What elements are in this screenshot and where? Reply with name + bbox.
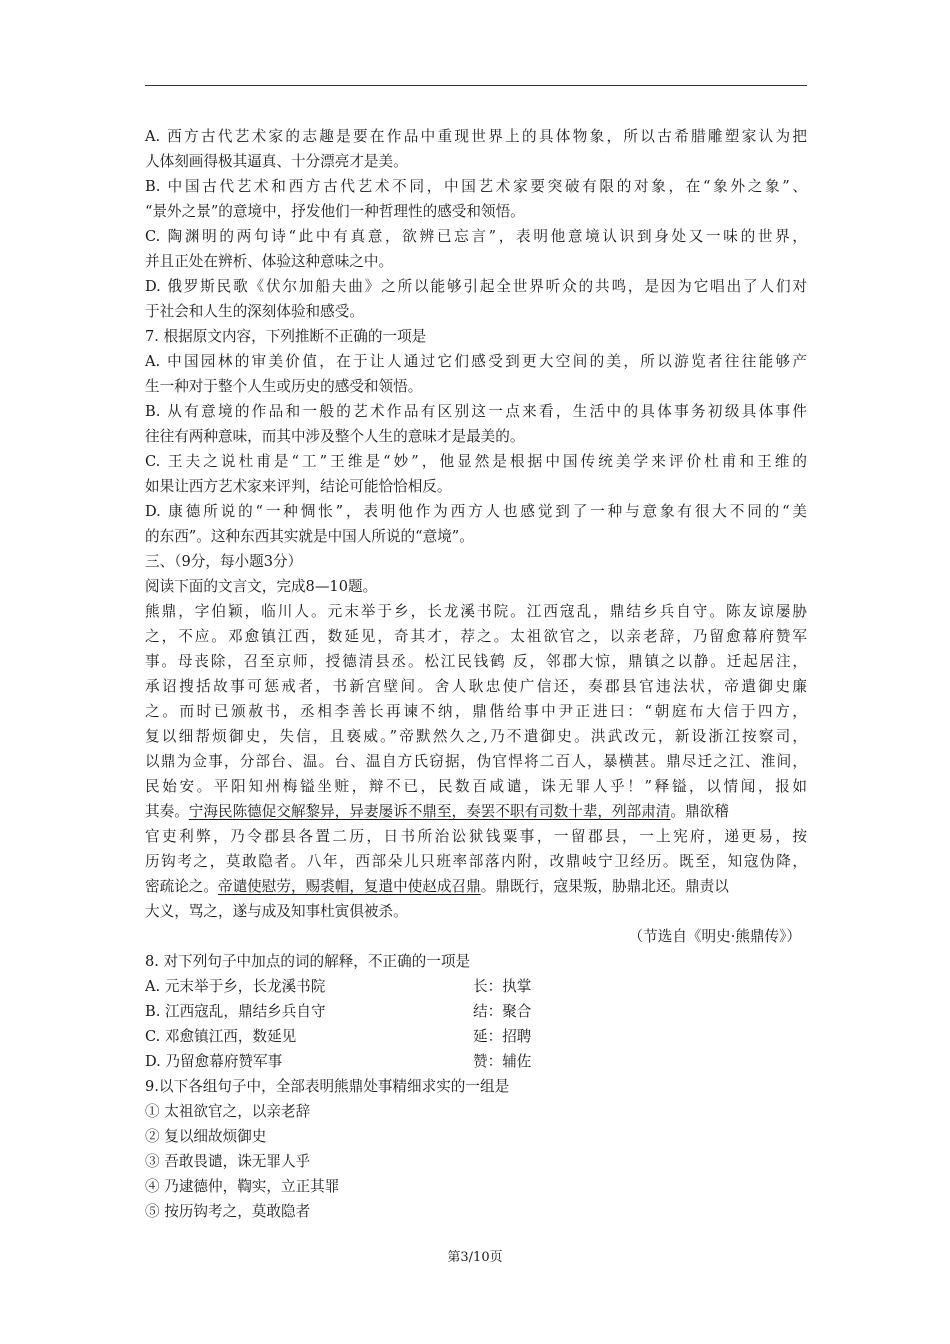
q6-option-d-line1: D. 俄罗斯民歌《伏尔加船夫曲》之所以能够引起全世界听众的共鸣，是因为它唱出了人们对 [145, 278, 807, 295]
q8-option-a-sentence: A. 元末举于乡，长龙溪书院 [145, 978, 326, 995]
q7-option-d-line1: D. 康德所说的“一种惆怅”，表明他作为西方人也感觉到了一种与意象有很大不同的“美 [145, 503, 807, 520]
passage-line-13: 大义，骂之，遂与成及知事杜寅俱被杀。 [145, 903, 408, 920]
q8-option-b-sentence: B. 江西寇乱，鼎结乡兵自守 [145, 1003, 326, 1020]
passage-line-8: 民始安。平阳知州梅镒坐赃，辩不已，民数百咸谴，诛无罪人乎！”释镒，以情闻，报如 [145, 778, 807, 795]
page-number: 第3/10页 [447, 1250, 503, 1265]
q9-item-1: ① 太祖欲官之，以亲老辞 [145, 1103, 311, 1120]
q6-option-c-line1: C. 陶渊明的两句诗“此中有真意，欲辨已忘言”，表明他意境认识到身处又一味的世界， [145, 228, 807, 245]
q8-option-d [145, 1049, 807, 1074]
q8-option-a [145, 974, 807, 999]
q8-option-b-gloss: 结：聚合 [473, 1003, 532, 1020]
section-instruction: 阅读下面的文言文，完成8—10题。 [145, 578, 378, 595]
passage-line-12 [145, 874, 807, 899]
section-heading: 三、（9分，每小题3分） [145, 553, 303, 570]
passage-line-12-start: 密疏论之。 [145, 878, 218, 895]
passage-line-12-end: 。鼎既行，寇果叛，胁鼎北还。鼎责以 [480, 878, 729, 895]
q8-option-a-gloss: 长：执掌 [473, 978, 532, 995]
passage-line-9-start: 其奏。 [145, 803, 189, 820]
q7-option-b-line1: B. 从有意境的作品和一般的艺术作品有区别这一点来看，生活中的具体事务初级具体事件 [145, 403, 807, 420]
q6-option-a-line1: A. 西方古代艺术家的志趣是要在作品中重现世界上的具体物象，所以古希腊雕塑家认为把 [145, 128, 807, 145]
passage-line-3: 事。母丧除，召至京师，授德清县丞。松江民钱鹤 反，邻郡大惊，鼎镇之以静。迁起居注， [145, 653, 807, 670]
q8-option-c-gloss: 延：招聘 [473, 1028, 532, 1045]
q7-option-d-line2: 的东西”。这种东西其实就是中国人所说的“意境”。 [145, 528, 474, 545]
passage-line-9-end: 。鼎欲稽 [670, 803, 729, 820]
passage-line-9 [145, 799, 807, 824]
q6-option-c-line2: 并且正处在辨析、体验这种意味之中。 [145, 253, 394, 270]
passage-line-1: 熊鼎，字伯颖，临川人。元末举于乡，长龙溪书院。江西寇乱，鼎结乡兵自守。陈友谅屡胁 [145, 603, 807, 620]
underlined-sentence-2: 帝谴使慰劳，赐裘帽，复遣中使赵成召鼎 [217, 878, 481, 895]
q8-option-d-gloss: 赞：辅佐 [473, 1053, 532, 1070]
q7-option-a-line2: 生一种对于整个人生或历史的感受和领悟。 [145, 378, 423, 395]
q7-option-c-line2: 如果让西方艺术家来评判，结论可能恰恰相反。 [145, 478, 452, 495]
q6-option-d-line2: 于社会和人生的深刻体验和感受。 [145, 303, 364, 320]
passage-line-5: 之。而时已颁赦书，丞相李善长再谏不纳，鼎偕给事中尹正进曰：“朝庭布大信于四方， [145, 703, 807, 720]
passage-line-4: 承诏搜括故事可惩戒者，书新宫壁间。舍人耿忠使广信还，奏郡县官违法状，帝遣御史廉 [145, 678, 807, 695]
q6-option-a-line2: 人体刻画得极其逼真、十分漂亮才是美。 [145, 153, 408, 170]
page-content [145, 124, 807, 1224]
q8-option-c [145, 1024, 807, 1049]
q9-item-5: ⑤ 按历钩考之，莫敢隐者 [145, 1203, 311, 1220]
q8-option-b [145, 999, 807, 1024]
passage-source: （节选自《明史·熊鼎传》） [628, 928, 801, 945]
header-rule [145, 85, 807, 86]
q7-option-a-line1: A. 中国园林的审美价值，在于让人通过它们感受到更大空间的美，所以游览者往往能够产 [145, 353, 807, 370]
q9-item-3: ③ 吾敢畏谴，诛无罪人乎 [145, 1153, 311, 1170]
q8-option-c-sentence: C. 邓愈镇江西，数延见 [145, 1028, 297, 1045]
q8-stem: 8. 对下列句子中加点的词的解释，不正确的一项是 [145, 953, 471, 970]
passage-line-7: 以鼎为佥事，分部台、温。台、温自方氏窃据，伪官悍将二百人，暴横甚。鼎尽迁之江、淮间， [145, 753, 807, 770]
passage-line-6: 复以细帮烦御史，失信，且亵威。”帝默然久之,乃不遣御史。洪武改元，新设浙江按察司， [145, 728, 807, 745]
passage-line-2: 之，不应。邓愈镇江西，数延见，奇其才，荐之。太祖欲官之，以亲老辞，乃留愈幕府赞军 [145, 628, 807, 645]
passage-line-11: 历钩考之，莫敢隐者。八年，西部朵儿只班率部落内附，改鼎岐宁卫经历。既至，知寇伪降， [145, 853, 807, 870]
passage-line-10: 官吏利弊，乃令郡县各置二历，日书所治讼狱钱粟事，一留郡县，一上宪府，递更易，按 [145, 828, 807, 845]
q9-item-4: ④ 乃逮德仲，鞫实，立正其罪 [145, 1178, 340, 1195]
q6-option-b-line1: B. 中国古代艺术和西方古代艺术不同，中国艺术家要突破有限的对象，在“象外之象”、 [145, 178, 807, 195]
q7-option-b-line2: 往往有两种意味，而其中涉及整个人生的意味才是最美的。 [145, 428, 525, 445]
q7-option-c-line1: C. 王夫之说杜甫是“工”王维是“妙”，他显然是根据中国传统美学来评价杜甫和王维的 [145, 453, 807, 470]
q9-stem: 9.以下各组句子中，全部表明熊鼎处事精细求实的一组是 [145, 1078, 510, 1095]
q8-option-d-sentence: D. 乃留愈幕府赞军事 [145, 1053, 283, 1070]
q9-item-2: ② 复以细故烦御史 [145, 1128, 267, 1145]
q6-option-b-line2: “景外之景”的意境中，抒发他们一种哲理性的感受和领悟。 [145, 203, 525, 220]
q7-stem: 7. 根据原文内容，下列推断不正确的一项是 [145, 328, 427, 345]
underlined-sentence-1: 宁海民陈德促交解黎异，异妻屡诉不鼎至，奏罢不职有司数十辈，列部肃清 [188, 803, 671, 820]
